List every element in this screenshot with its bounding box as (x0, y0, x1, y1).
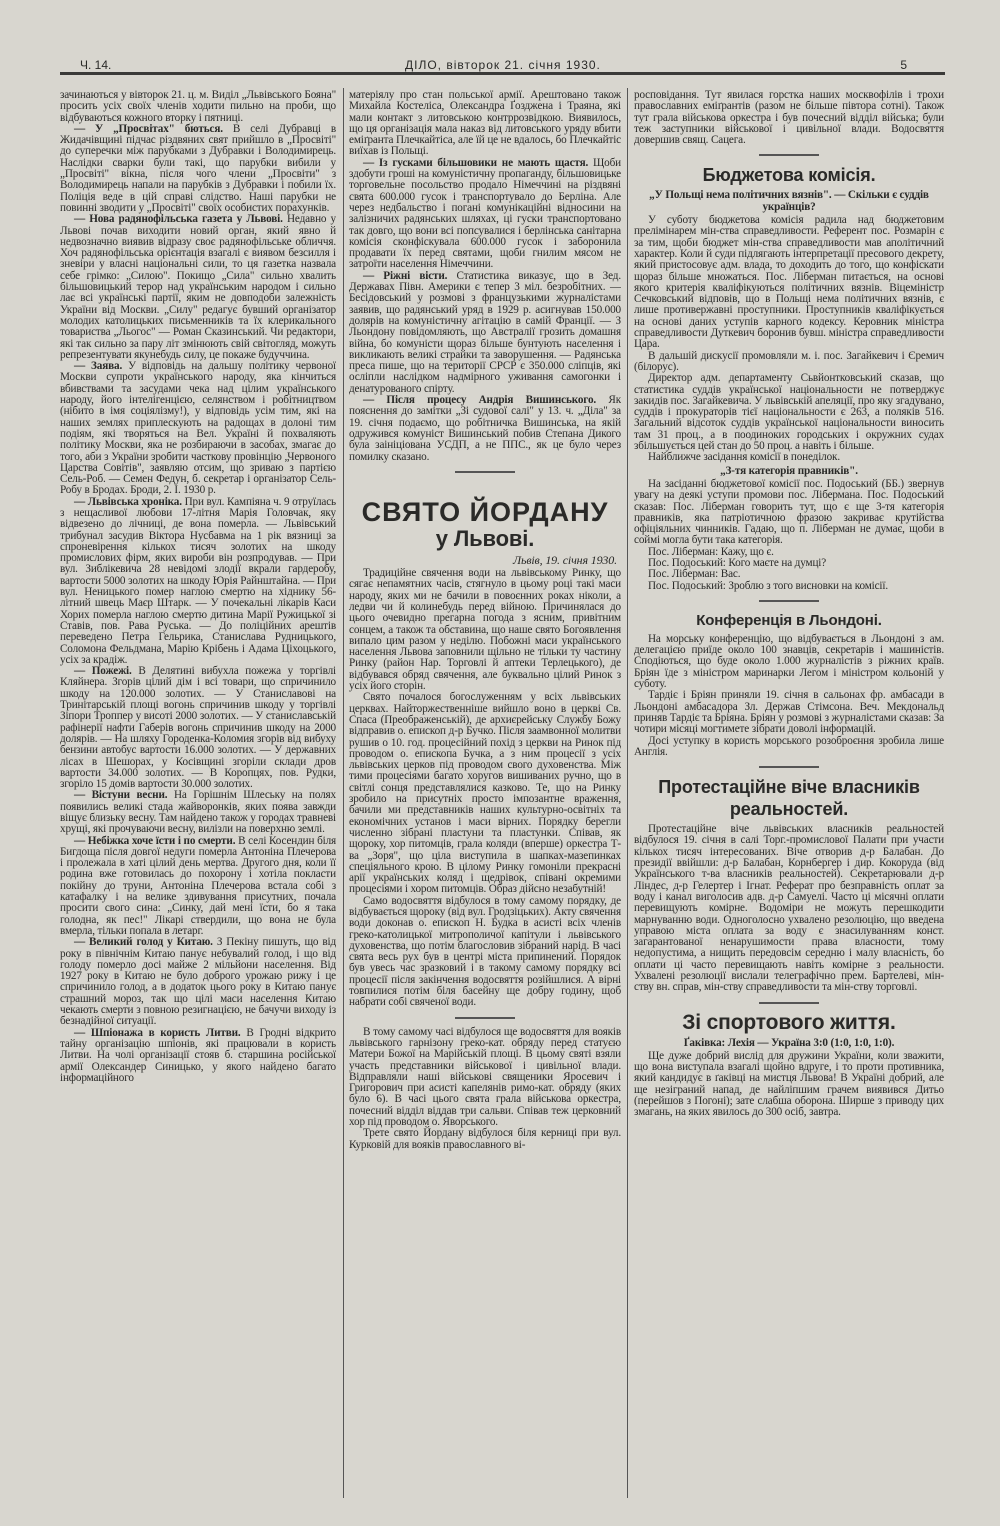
paragraph-lead: — Після процесу Андрія Вишинського. (363, 394, 597, 407)
paragraph-text: В Гродні відкрито тайну організацію шпіонів, які працювали в користь Литви. На чолі організації стояв б. старшина російської армії Олександер Синицько, у якого найдено багато інформаційного (60, 1026, 336, 1084)
article-paragraph (60, 937, 336, 1027)
column-divider (343, 88, 344, 1498)
article-paragraph: росповідання. Тут явилася горстка наших москвофілів і трохи православних еміґрантів (разом не більше півтора сотні). Також тут грала військова оркестра і був почесний відділ війська; були теж заступники військової і цивільної влади. Водосвяття довершив свящ. Сацега. (634, 90, 944, 147)
article-paragraph (60, 666, 336, 790)
column-3 (634, 90, 944, 1500)
paragraph-text: Недавно у Львові почав виходити новий орган, який явно й недвозначно виявив відразу своє радянофільське обличчя. Хоч радянофільська орієнтація взагалі є виявом безсилля і зневіри у власні національні сили, то ця газетка назвала себе грімко: „Силою". Покищо „Сила" сильно хвалить більшовицький терор над українським народом і сильно лає всі українські партії, яким не довподоби залежність України від Москви. „Силу" редагує бувший організатор молодих католицьких письменників та їх клерикального товариства „Льогос" — Роман Сказинський. Чи редактори, які так сильно за пару літ змінюють свій світогляд, можуть репрезентувати якунебудь силу, це покаже будуччина. (60, 213, 336, 361)
article-paragraph: В дальшій дискусії промовляли м. і. пос. Загайкевич і Єремич (білорус). (634, 349, 944, 373)
paragraph-lead: — У „Просвітах" бються. (74, 122, 223, 135)
article-paragraph: Тардіє і Бріян приняли 19. січня в сальонах фр. амбасади в Льондоні амбасадора Зл. Держав Стімсона. Веч. Мекдональд приняв Тардіє та Бріяна. Бріян у розмові з журналістами сказав: За чотири місяці могтимете зібрати доволі інформацій. (634, 689, 944, 736)
article-paragraph: В тому самому часі відбулося ще водосвяття для вояків львівського гарнізону греко-кат. обряду перед статуєю Матери Божої на Марійській площі. В цьому святі взяли участь представники військової і цивільної влади. Відправляли наші військові священики Яросевич і Григорович при асисті капелянів римо-кат. обряду (яких було 6). В часі цього свята грала військова оркестра, почесний відділ віддав три сальви. Співав теж церковний хор під проводом о. Яворського. (349, 1025, 621, 1129)
dateline: Львів, 19. січня 1930. (513, 552, 617, 567)
paragraph-text: В Делятині вибухла пожежа у торгівлі Кляйнера. Згорів цілий дім і всі товари, що спричинило шкоду на 120.000 золотих. — У Станиславові на Тринітарській площі вогонь спричинив шкоду у торгівлі Зіпори Троппер у висоті 2000 золотих. — У станиславській рафінерії нафти Габерів вогонь спричинив шкоду на 2000 долярів. — На шляху Городенка-Коломия згорів від вибуху бензини автобус вартости 16.000 золотих. — У державних лісах в Шешорах, у Косівщині згоріли склади дров вартости 34.000 золотих. — В Коропцях, пов. Рудки, згоріло 15 домів вартости 30.000 золотих. (60, 665, 336, 791)
paragraph-group (634, 824, 944, 993)
subheading: „У Польщі нема політичних вязнів". — Скільки є суддів українців? (649, 189, 929, 213)
article-paragraph: Найближче засідання комісії в понеділок. (648, 451, 840, 464)
article-paragraph: Досі уступку в користь морського розоброєння зробила лише Англія. (634, 734, 944, 758)
paragraph-group (634, 479, 944, 592)
paragraph-lead: — Пожежі. (74, 665, 132, 678)
paragraph-text: матеріялу про стан польської армії. Арештовано також Михайла Костеліса, Олександра Ґозджена і Траяна, які мали контакт з литовською контррозвідкою. Виявилось, що ця організація мала наказ від литовського уряду вбити еміґранта Плечкайтіса, але їй це не вдалось, бо Плечкайтіс виїхав із Польщі. (349, 90, 621, 158)
headline-jordan-sub: у Львові. (435, 525, 535, 551)
paragraph-text: У відповідь на дальшу політику червоної Москви супроти українського народу, яка кінчиться вбивствами та засудами чека над цілим українського народу, його інтелігенцією, селянством і робітництвом (нібито в імя соціялізму!), у відповідь усім тим, які на наших землях приплескують на радощах в долоні тим подіям, які творяться на Вел. Україні й похваляють політику Москви, яка не розбираючи в засобах, змагає до того, аби з України зробити часткову провінцію „Червоного Царства Совітів", заявляю отсим, що зриваю з партією Сель-Роб. — Семен Федун, б. секретар і організатор Сель-Робу в Бродах. Броди, 2. I. 1930 р. (60, 360, 336, 497)
article-paragraph (60, 124, 336, 214)
article-paragraph (349, 90, 621, 158)
article-paragraph (60, 836, 336, 938)
article-paragraph (60, 361, 336, 497)
paragraph-lead: — Заява. (74, 360, 123, 373)
article-paragraph: Пос. Подоський: Кого маєте на думці? (648, 556, 827, 569)
paragraph-text: В селі Дубравці в Жидачівщині підчас різдвяних свят прийшло в „Просвіті" до суперечки між парубками з Дубравки і Володимирець. Наслідки сварки були такі, що парубки вибили у „Просвіті" вікна, після чого члени „Просвіти" з Володимирець напали на парубків з Дубравки і побили їх. Поліція веде в цій справі слідство. Наші парубки не повинні зводити у „Просвіті" своїх особистих порахунків. (60, 122, 336, 214)
subheading: „З-тя категорія правників". (720, 464, 858, 477)
paragraph-text: На Горішнім Шлеську на полях появились великі стада жайворонків, яких поява завжди віщує близьку весну. Там найдено також у городах травневі хрущі, які прочуваючи весну, вилізли на поверхню землі. (60, 789, 336, 836)
paragraph-text: Щоби здобути гроші на комуністичну пропаганду, більшовицьке торговельне посольство продало Німеччині на різдвяні свята 600.000 гусок і транспортувало до Берліна. Але через недбальство і погані комунікаційні відносини на залізничих радянських шляхах, ці гуски транспортовано так довго, що вони всі попсувалися і берлінська санітарна комісія сконфіскувала 600.000 гусок і заборонила продавати їх перед святами, щоби гнилим мясом не затроїти населення Німеччини. (349, 156, 621, 271)
column-1 (60, 90, 336, 1500)
separator (759, 154, 819, 156)
paragraph-lead: — Вістуни весни. (74, 789, 168, 802)
paragraph-lead: — Львівська хроніка. (74, 495, 182, 508)
paragraph-lead: — Небіжка хоче їсти і по смерти. (74, 834, 236, 847)
paragraph-lead: — Із гусками більшовики не мають щастя. (363, 156, 589, 169)
article-paragraph: У суботу бюджетова комісія радила над бюджетовим прелімінарем мін-ства справедливости. Референт пос. Розмарін є за тим, щоби бюджет мін-ства справедливости мав аполітичний характер. Коли й суди підлягають інтерпретації пресового декрету, який пристосовує адм. влада, то доходить до того, що конфіскати щораз більше множаться. Пос. Ліберман питається, на основі якого критерія кваліфікуються політичних вязнів. Віцеміністр Сечковський відповів, що в Польщі нема політичних вязнів, є лише противержавні проступники. Проступників кваліфікується на основі даних уступів карного кодексу. Керовник міністра справедливости Дуткевич боронив бувш. міністра справедливости Цара. (634, 214, 944, 351)
article-paragraph: Протестаційне віче львівських власників реальностей відбулося 19. січня в салі Торг.-промислової Палати при участи кількох тисяч інтересованих. Віче отворив д-р Балабан. До президії ввійшли: д-р Балабан, Корнбергер і дир. Кокоруда (від Українського т-ва власників реальностей). Секретарювали д-р Ліндес, д-р Гелертер і Ігнат. Реферат про безправність оплат за воду і канал виголосив адв. д-р Самуелі. Часто ці місячні оплати перевищують комірне. Водоміри не можуть перешкодити марнуванню води. Одноголосно ухвалено резолюцію, що введена управою міста оплата за воду є знасилуванням конст. загарантованої ненарушимости права власности, тому недопустима, а нищить передовсім середню і малу власність, бо оплати ці часто перевищають навіть комірне з реальности. Ухвалені резолюції вислали телеграфічно прем. Бартелеві, мін-ству вн. справ, мін-ству справедливости та мін-ству торговлі. (634, 823, 944, 994)
separator (759, 766, 819, 768)
headline-sport: Зі спортового життя. (682, 1010, 896, 1034)
column-divider (627, 88, 628, 1498)
article-paragraph: Само водосвяття відбулося в тому самому порядку, де відбувається щороку (від вул. Гродзіцьких). Акту свячення води доконав о. епископ Н. Будка в асисті всіх членів греко-католицької митрополичої капітули і львівського духовенства, що потім благословив зібраний нарід. В часі свята весь рух був в центрі міста припинений. Порядок був увесь час зразковий і в такому самому порядку всі процесії після закінчення водосвяття розійшлися. А вірні товпилися потім біля басейну ще добру годину, щоб набрати собі свяченої води. (349, 894, 621, 1009)
article-paragraph: Трете свято Йордану відбулося біля керниці при вул. Курковій для вояків православного ві- (349, 1127, 621, 1151)
headline-london: Конференція в Льондоні. (696, 611, 882, 629)
paragraph-text: зачинаються у вівторок 21. ц. м. Виділ „Львівського Бояна" просить усіх своїх членів ходити пильно на проби, що відбуваються кожного вторку і пятниці. (60, 90, 336, 124)
paragraph-lead: — Великий голод у Китаю. (74, 936, 213, 949)
paragraph-text: В селі Косендин біля Бигдоща після довгої недуги померла Антоніна Плечерова і пролежала в хаті цілий день мертва. Другого дня, коли її родина вже готовилась до похорону і хотіла покласти покійну до труни, Антоніна Плечерова встала собі з катафалку і на велике здивування присутних, почала просити свого сина: „Синку, дай мені їсти, бо я така голодна, як пес!" Лікарі ствердили, що вона не була вмерла, тільки попала в летарг. (60, 834, 336, 937)
separator (759, 600, 819, 602)
masthead-title: ДІЛО, вівторок 21. січня 1930. (405, 58, 601, 72)
paragraph-text: З Пекіну пишуть, що від року в північнім Китаю панує небувалий голод, і що від голоду померло досі майже 2 мільйони населення. Від 1927 року в Китаю не було доброго урожаю рижу і це спричинило голод, а в додаток цього року в Китаю панує страшний мороз, так що цілі маси населення Китаю чекають смерти з повною резигнацією, не бачучи виходу із безнадійної ситуації. (60, 936, 336, 1028)
article-paragraph (60, 90, 336, 124)
article-paragraph (349, 158, 621, 271)
article-paragraph (60, 214, 336, 361)
article-paragraph (60, 790, 336, 835)
page-number: 5 (900, 58, 907, 72)
article-paragraph: На засіданні бюджетової комісії пос. Подоський (ББ.) звернув увагу на деякі уступи промови пос. Лібермана. Пос. Подоський сказав: Пос. Ліберман говорить тут, що є ще 3-тя категорія правників, яка патріотичною фразою закриває крутійства офіціяльних чинників. Гадаю, що п. Ліберман не думає, щоби в соймі могла бути така категорія. (634, 477, 944, 547)
paragraph-text: При вул. Кампіяна ч. 9 отруїлась з нещасливої любови 17-літня Марія Головчак, яку відвезено до лічниці, де вона померла. — Львівський трибунал засудив Віктора Нусбавма на 1 рік вязниці за спроневірення кількох тисяч золотих на шкоду промислових фірм, яких вироби він розпродував. — При вул. Зиблікевича 28 невідомі злодії вкрали гардеробу, вартости 5000 золотих на шкоду Юрія Райнштайна. — При вул. Неницького помер наглою смертю на хідникy 56-літний швець Маєр Штарк. — У почекальні лікарів Каси Хорих померла наглою смертю дитина Марії Ружицької зі Ставів, пов. Рава Руська. — До поліційних арештів переведено Петра Гельрика, Станислава Рудницького, Соломона Фельдмана, Марію Крібень і Адама Ціхоцького, усіх за крадіж. (60, 495, 336, 666)
separator (759, 1002, 819, 1004)
headline-jordan: СВЯТО ЙОРДАНУ (361, 496, 609, 527)
article-paragraph: Ще дуже добрий вислід для дружини України, коли зважити, що вона виступала взагалі щойно вдруге, і то проти противника, який кандидує в ґаківці на мистця Львова! В Україні добрий, але ще незіграний напад, де найліпшим грачем виявився Дитьо (перейшов з Погоні); зате слабша оборона. Ширше з приводу цих змагань, на яких явилось до 300 осіб, завтра. (634, 1049, 944, 1119)
paragraph-lead: — Ріжні вісти. (363, 269, 448, 282)
paragraph-group (634, 1051, 944, 1119)
paragraph-text: Як пояснення до замітки „Зі судової салі" у 13. ч. „Діла" за 19. січня подаємо, що робітничка Вишинська, на якій одружився комуніст Вишинський побив Степана Дикого була заініціована УСДП, а не ППС., як це було через помилку сказано. (349, 394, 621, 463)
paragraph-text: Статистика виказує, що в Зед. Державах Півн. Америки є тепер 3 міл. безробітних. — Бесідовський у розмові з французькими журналістами заявив, що радянський уряд в 1929 р. асигнував 150.000 долярів на комуністичну агітацію в самій Франції. — З Льондону повідомляють, що Австралії грозить домашня війна, бо комуністи щораз більше бунтують населення і викликають великі страйки та заворушення. — Радянська преса пише, що на території СРСР є 350.000 сліпців, які осліпли наслідком надмірного уживання самогонки і денатурованого спірту. (349, 269, 621, 395)
article-paragraph: Свято почалося богослуженням у всіх львівських церквах. Найторжественніше вийшло воно в церкві Св. Спаса (Преображенській), де архиєрейську Службу Божу відправив о. епископ д-р Бучко. Після заамвонної молитви рушив о 10. год. процесійний похід з церкви на Ринок під проводом о. епископа Бучка, а з ним процесії з усіх львівських церков під проводом свого духовенства. Між тими процесіями багато хоругов вишиваних ручно, що в світлі сонця представлялися казково. Те, що на Ринку зробило на присутніх просто імпозантне враження, бачили ми представників наших культурно-освітніх та економічних установ і маси вірних. Порядку берегли численно зібрані пластуни та пластунки. Співав, як щороку, хор питомців, грала коляди (вперше) оркестра Т-ва „Зоря", що ціла виступила в шапках-мазепинках спеціяльного крою. В цілому Ринку гомоніли прекрасні арії українських коляд і щедрівок, співані окремими процесіями і хором питомців. Образ дійсно незабутній! (349, 691, 621, 896)
paragraph-lead: — Нова радянофільська газета у Львові. (74, 213, 283, 226)
separator (455, 471, 515, 473)
article-paragraph (349, 271, 621, 395)
headline-budget: Бюджетова комісія. (702, 165, 876, 186)
article-paragraph (60, 1028, 336, 1084)
article-paragraph: На морську конференцію, що відбувається в Льондоні з ам. делегацією приїде около 100 знавців, секретарів і машиністів. Сподіються, що буде около 1.000 журналістів з ріжних країв. Бріян їде з міністром маринарки Легом і міністром кольоній у суботу. (634, 632, 944, 691)
issue-number: Ч. 14. (80, 58, 112, 72)
article-paragraph: Пос. Ліберман: Вас. (648, 568, 741, 581)
article-paragraph (60, 497, 336, 666)
column-2 (349, 90, 621, 1500)
headline-protest: Протестаційне віче власників реальностей. (658, 777, 920, 820)
separator (455, 1017, 515, 1019)
article-paragraph: Пос. Подоський: Зроблю з того висновки на комісії. (648, 579, 888, 592)
article-paragraph: Директор адм. департаменту Сьвйонтковський сказав, що статистика суддів української національности не потверджує закидів пос. Загайкевича. У львівській апеляції, про яку згадувано, суддів і прокураторів тієї національности є 263, а поляків 516. Загальний відсоток суддів української національности виносить там 31 проц., а в поодиноких городських і окружних судах збільшується цей стан до 50 проц. а навіть і більше. (634, 372, 944, 453)
paragraph-lead: — Шпіонажа в користь Литви. (74, 1026, 241, 1039)
article-paragraph: Пос. Ліберман: Кажу, що є. (648, 545, 774, 558)
paragraph-group (634, 634, 944, 758)
paragraph-group (634, 215, 944, 464)
subheading: Ґаківка: Лехія — Україна 3:0 (1:0, 1:0, 1:0). (683, 1036, 895, 1049)
article-paragraph (349, 395, 621, 463)
header-rule (60, 72, 945, 75)
article-paragraph: Традиційне свячення води на львівському Ринку, що сягає непамятних часів, стягнуло в цьому році такі маси народу, яких ми не бачили в повоєнних роках ніколи, а ледви чи й колинебудь перед війною. Причинялася до цього очевидно прегарна погода з ясним, привітним сонцем, а також та обставина, що наше свято Богоявлення випало цим разом у неділю. Побожні маси українського населення Львова заповнили щільно не тільки ту частину Ринку (район Нар. Торговлі й аптеки Терлецького), де відбувався обряд свячення, але буквально цілий Ринок з усіх його сторін. (349, 567, 621, 693)
